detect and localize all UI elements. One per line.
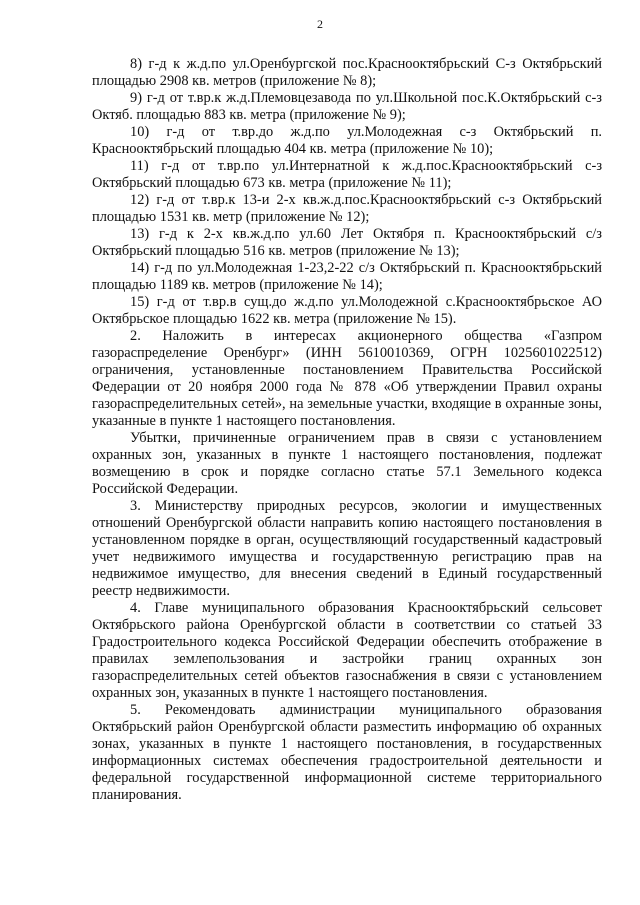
clause-3: 3. Министерству природных ресурсов, экологии и имущественных отношений Оренбургской области направить копию настоящего постановления в установленном порядке в орган, осуществляющий государственный кадастровый учет недвижимого имущества и государственную регистрацию прав на недвижимое имущество, для внесения сведений в Единый государственный реестр недвижимости.: [92, 498, 602, 599]
list-item-13: 13) г-д к 2-х кв.ж.д.по ул.60 Лет Октября п. Краснооктябрьский с/з Октябрьский площадью 516 кв. метров (приложение № 13);: [92, 226, 602, 259]
list-item-8: 8) г-д к ж.д.по ул.Оренбургской пос.Краснооктябрьский С-з Октябрьский площадью 2908 кв. метров (приложение № 8);: [92, 56, 602, 89]
clause-2-damages: Убытки, причиненные ограничением прав в связи с установлением охранных зон, указанных в пункте 1 настоящего постановления, подлежат возмещению в срок и порядке согласно статье 57.1 Земельного кодекса Российской Федерации.: [92, 430, 602, 497]
clause-5: 5. Рекомендовать администрации муниципального образования Октябрьский район Оренбургской области разместить информацию об охранных зонах, указанных в пункте 1 настоящего постановления, в государственных информационных системах обеспечения градостроительной деятельности и федеральной государственной информационной системе территориального планирования.: [92, 702, 602, 803]
list-item-11: 11) г-д от т.вр.по ул.Интернатной к ж.д.пос.Краснооктябрьский с-з Октябрьский площадью 673 кв. метра (приложение № 11);: [92, 158, 602, 191]
list-item-15: 15) г-д от т.вр.в сущ.до ж.д.по ул.Молодежной с.Краснооктябрьское АО Октябрьское площадью 1622 кв. метра (приложение № 15).: [92, 294, 602, 327]
page-number: 2: [317, 17, 323, 31]
list-item-10: 10) г-д от т.вр.до ж.д.по ул.Молодежная с-з Октябрьский п. Краснооктябрьский площадью 404 кв. метра (приложение № 10);: [92, 124, 602, 157]
clause-4: 4. Главе муниципального образования Краснооктябрьский сельсовет Октябрьского района Оренбургской области в соответствии со статьей 33 Градостроительного кодекса Российской Федерации обеспечить отображение в правилах землепользования и застройки границ охранных зон газораспределительных сетей объектов газоснабжения в связи с установлением охранных зон, указанных в пункте 1 настоящего постановления.: [92, 600, 602, 701]
list-item-12: 12) г-д от т.вр.к 13-и 2-х кв.ж.д.пос.Краснооктябрьский с-з Октябрьский площадью 1531 кв. метр (приложение № 12);: [92, 192, 602, 225]
document-body: [92, 56, 602, 804]
list-item-9: 9) г-д от т.вр.к ж.д.Племовцезавода по ул.Школьной пос.К.Октябрьский с-з Октяб. площадью 883 кв. метра (приложение № 9);: [92, 90, 602, 123]
clause-2: 2. Наложить в интересах акционерного общества «Газпром газораспределение Оренбург» (ИНН 5610010369, ОГРН 1025601022512) ограничения, установленные постановлением Правительства Российской Федерации от 20 ноября 2000 года № 878 «Об утверждении Правил охраны газораспределительных сетей», на земельные участки, входящие в охранные зоны, указанные в пункте 1 настоящего постановления.: [92, 328, 602, 429]
list-item-14: 14) г-д по ул.Молодежная 1-23,2-22 с/з Октябрьский п. Краснооктябрьский площадью 1189 кв. метров (приложение № 14);: [92, 260, 602, 293]
